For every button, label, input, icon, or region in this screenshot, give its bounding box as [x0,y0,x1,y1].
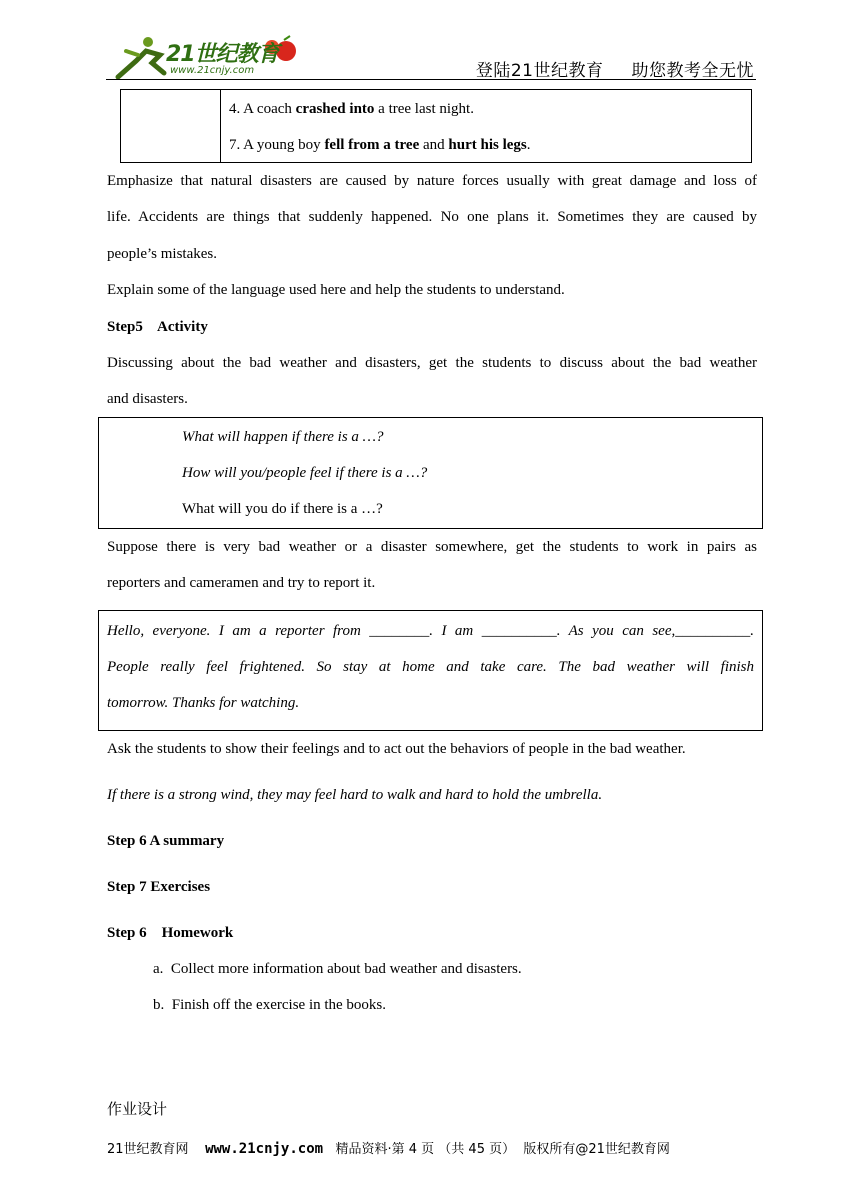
report-line: People really feel frightened. So stay at home and take care. The bad weather will finish [107,659,754,675]
paragraph-line: Explain some of the language used here and help the students to understand. [107,282,565,298]
row-bold: hurt his legs [448,137,527,153]
question-box [98,417,763,529]
step-heading: Step 6 Homework [107,925,234,941]
footer-page-info: 精品资料·第 4 页 （共 45 页） [335,1142,516,1157]
question-line: What will you do if there is a …? [182,501,383,517]
slogan-left: 登陆21世纪教育 [475,61,604,81]
paragraph-line: and disasters. [107,391,188,407]
row-text: and [419,137,449,153]
list-item [153,987,386,1024]
row-text: 7. A young boy [229,137,325,153]
paragraph-line: Emphasize that natural disasters are caused by nature forces usually with great damage and loss of [107,173,757,189]
logo-text: 21世纪教育 [166,42,279,67]
list-text: Finish off the exercise in the books. [171,997,387,1013]
report-line: Hello, everyone. I am a reporter from ________. I am __________. As you can see,__________. [107,623,754,639]
table-row [229,135,531,155]
paragraph-line: reporters and cameramen and try to report it. [107,575,376,591]
report-line: tomorrow. Thanks for watching. [107,695,300,711]
list-text: Collect more information about bad weather and disasters. [170,961,522,977]
header-slogan [476,56,754,81]
question-line: How will you/people feel if there is a …? [182,465,428,481]
paragraph-line: life. Accidents are things that suddenly happened. No one plans it. Sometimes they are caused by [107,209,757,225]
paragraph-line: people’s mistakes. [107,246,217,262]
row-bold: crashed into [295,101,375,117]
header-rule [106,79,756,80]
table-row [229,99,474,119]
list-item [153,951,522,988]
footer-site: 21世纪教育网 [107,1142,189,1157]
paragraph-line: Suppose there is very bad weather or a disaster somewhere, get the students to work in pairs as [107,539,757,555]
step-heading: Step 6 A summary [107,833,225,849]
footer-url: www.21cnjy.com [205,1141,324,1157]
table-column-divider [220,90,221,162]
row-text: a tree last night. [374,101,474,117]
row-text: . [526,137,531,153]
step-heading: Step 7 Exercises [107,879,211,895]
row-text: 4. A coach [229,101,296,117]
example-line: If there is a strong wind, they may feel hard to walk and hard to hold the umbrella. [107,787,603,803]
page-footer [107,1138,670,1157]
list-marker: a. [153,961,164,977]
step-heading: Step5 Activity [107,319,208,335]
paragraph-line: Ask the students to show their feelings and to act out the behaviors of people in the bad weather. [107,741,686,757]
question-line: What will happen if there is a …? [182,429,384,445]
logo-subtext: www.21cnjy.com [170,65,255,76]
row-bold: fell from a tree [324,137,420,153]
slogan-right: 助您教考全无忧 [631,61,754,81]
report-template-box [98,610,763,731]
footer-rights: 版权所有@21世纪教育网 [523,1142,670,1157]
paragraph-line: Discussing about the bad weather and disasters, get the students to discuss about the bad weather [107,355,757,371]
list-marker: b. [153,997,165,1013]
section-label: 作业设计 [107,1100,168,1118]
site-logo [108,33,304,81]
example-table [120,89,752,163]
